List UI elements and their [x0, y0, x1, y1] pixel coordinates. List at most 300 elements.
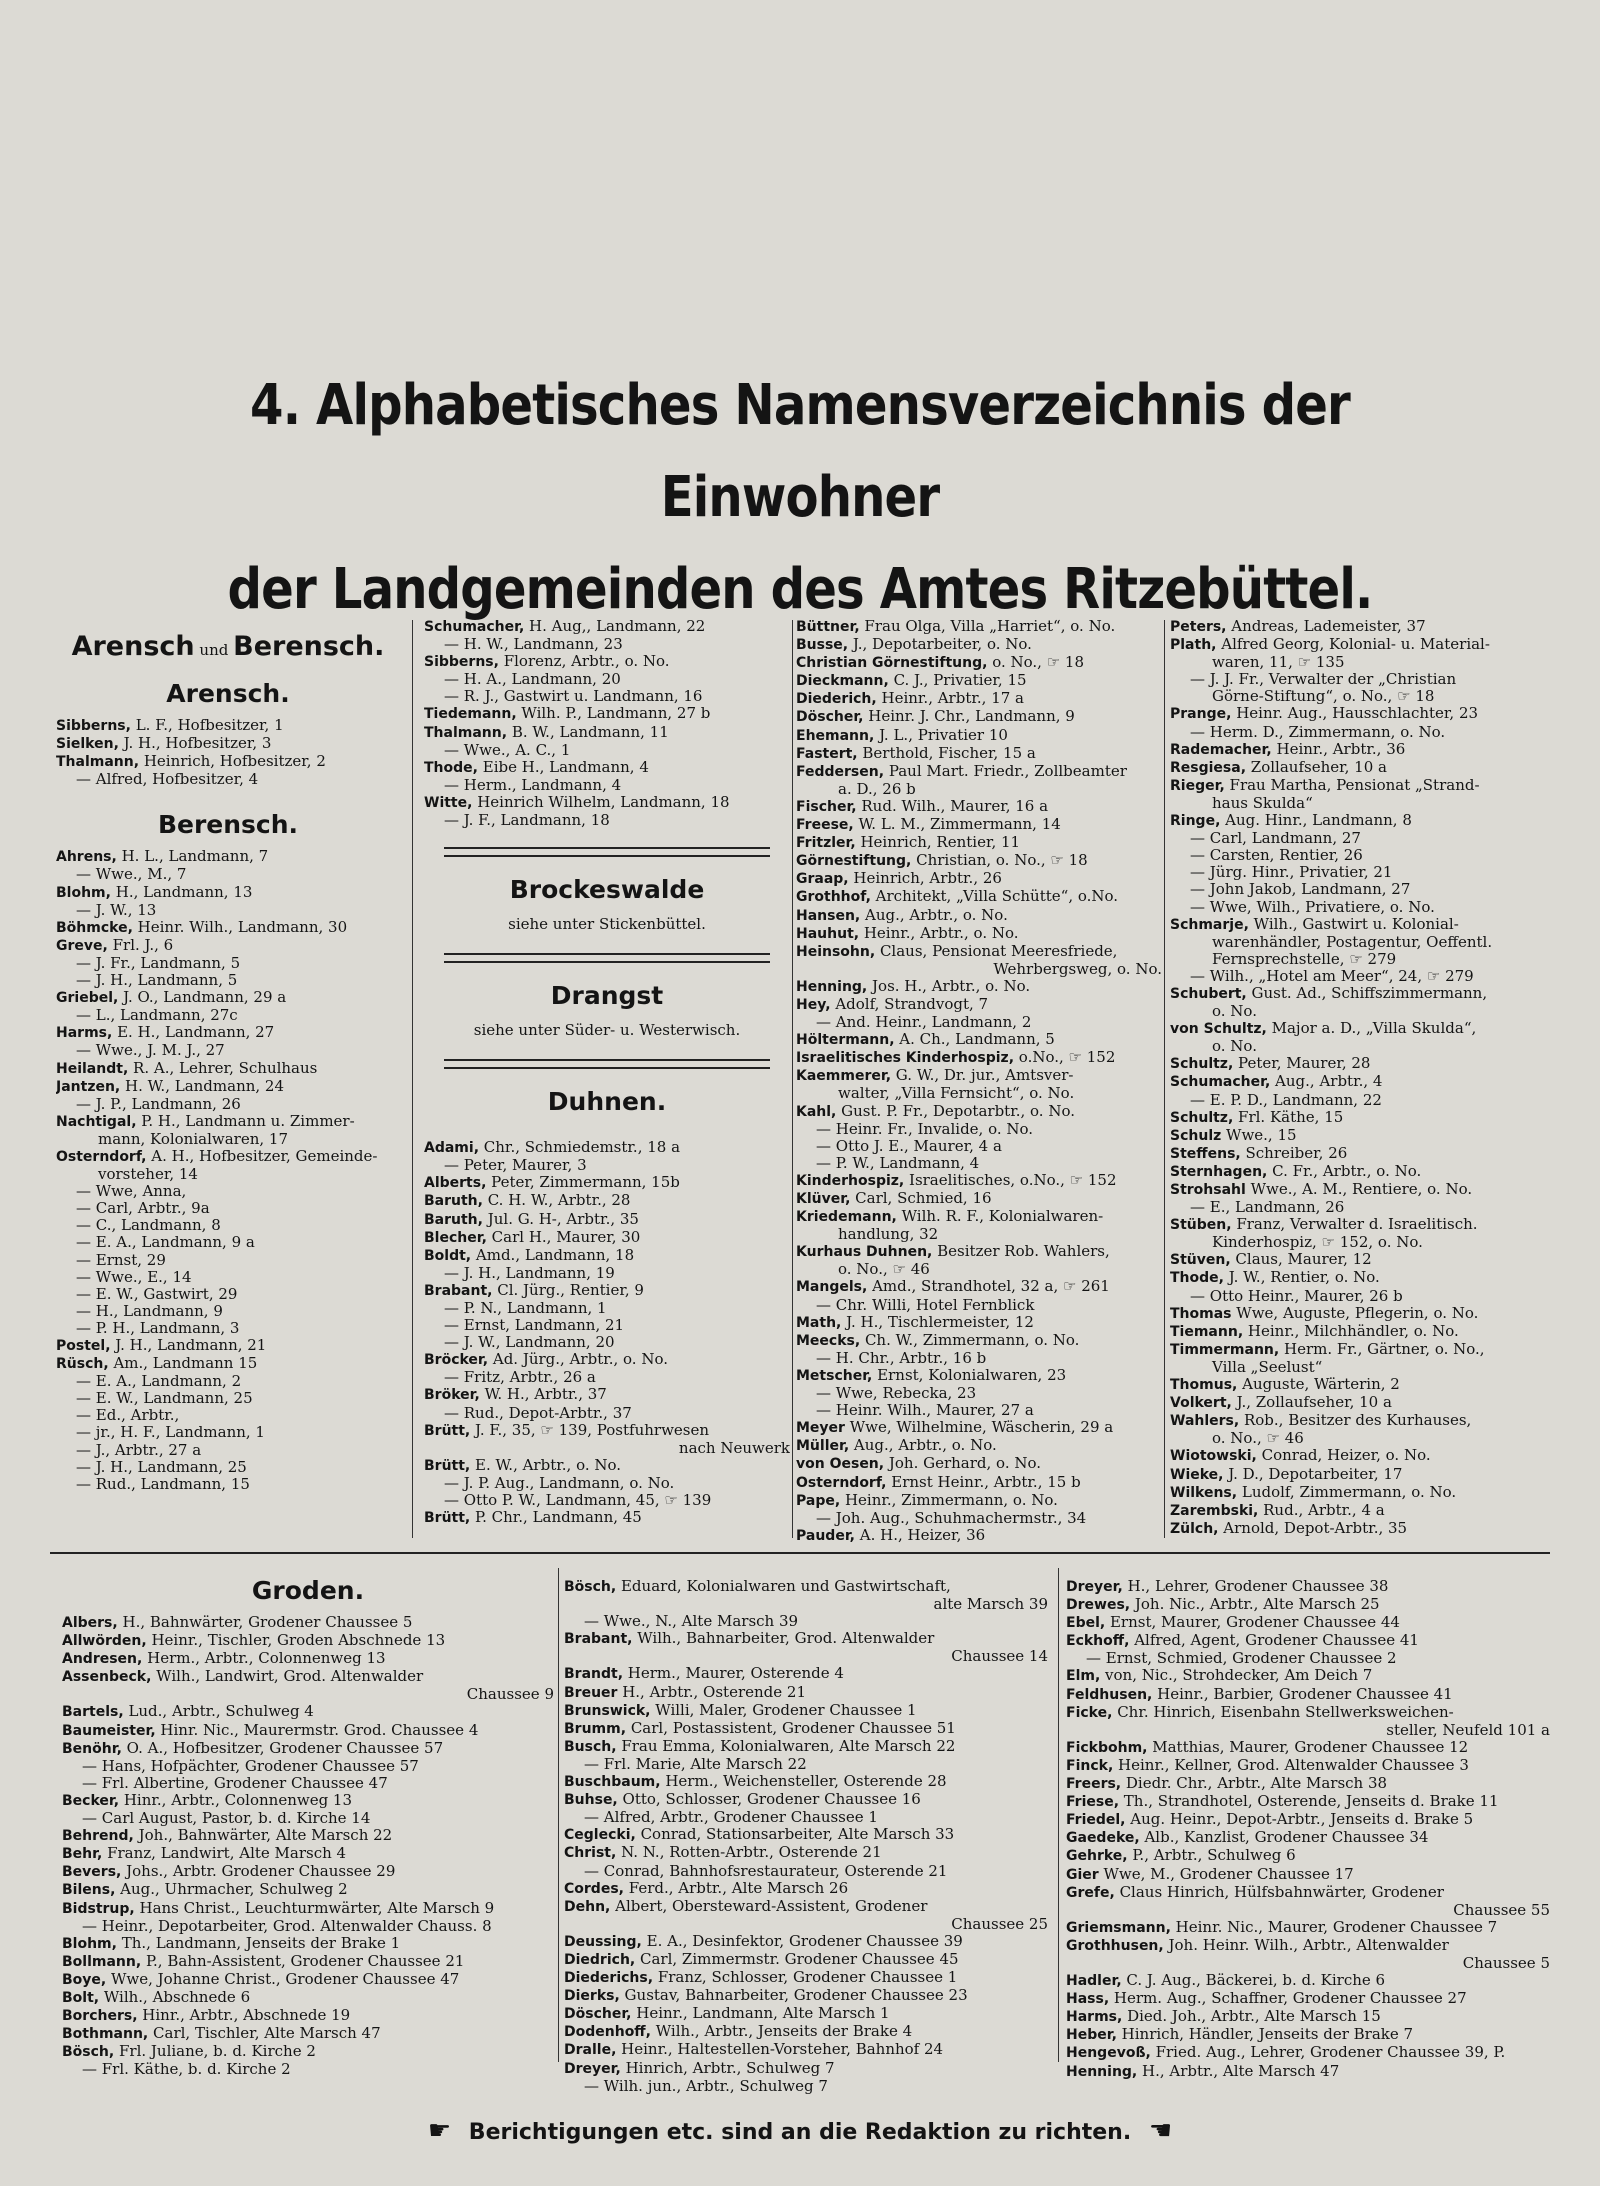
directory-entry — [796, 961, 1162, 978]
directory-entry — [56, 753, 400, 771]
entry-surname: Kaemmerer, — [796, 1068, 892, 1085]
entry-details: Eibe H., Landmann, 4 — [477, 758, 649, 776]
pointing-hand-left-icon: ☚ — [1148, 2116, 1173, 2146]
entry-details: Chaussee 9 — [466, 1686, 554, 1704]
pointing-hand-right-icon: ☛ — [427, 2116, 452, 2146]
entry-surname: Resgiesa, — [1170, 759, 1247, 776]
entry-details: Heinr., Tischler, Groden Abschnede 13 — [146, 1632, 446, 1650]
directory-entry — [1170, 1181, 1544, 1199]
entry-details: — Wilh. jun., Arbtr., Schulweg 7 — [584, 2077, 828, 2095]
directory-entry — [62, 1668, 554, 1686]
heading-part-b: Berensch. — [233, 631, 385, 662]
directory-entry — [62, 1810, 554, 1827]
entry-surname: Hey, — [796, 996, 831, 1013]
entry-surname: Bollmann, — [62, 1953, 142, 1970]
entry-surname: Döscher, — [796, 709, 864, 726]
entry-details: — E. P. D., Landmann, 22 — [1190, 1091, 1382, 1109]
entry-surname: Greve, — [56, 937, 108, 954]
entry-surname: Bartels, — [62, 1704, 124, 1721]
directory-entry — [796, 654, 1162, 672]
entry-details: Rud. Wilh., Maurer, 16 a — [856, 797, 1049, 815]
entry-surname: Bösch, — [564, 1579, 617, 1595]
entry-details: Wwe, Johanne Christ., Grodener Chaussee 47 — [106, 1970, 460, 1988]
entry-details: alte Marsch 39 — [933, 1596, 1048, 1614]
entry-surname: Drewes, — [1066, 1597, 1131, 1614]
column-divider — [1164, 620, 1165, 1538]
directory-entry — [1170, 1359, 1544, 1376]
entry-surname: Prange, — [1170, 706, 1232, 723]
entry-details: handlung, 32 — [838, 1226, 939, 1244]
directory-entry — [1170, 1376, 1544, 1394]
entry-details: Chaussee 5 — [1462, 1954, 1550, 1972]
entry-details: Chr. Hinrich, Eisenbahn Stellwerksweichen- — [1112, 1703, 1454, 1721]
directory-entry — [424, 1457, 790, 1475]
entry-surname: Friese, — [1066, 1794, 1120, 1811]
entry-details: Rud., Arbtr., 4 a — [1258, 1501, 1385, 1519]
directory-entry — [1170, 1003, 1544, 1020]
entry-details: Besitzer Rob. Wahlers, — [932, 1243, 1110, 1261]
directory-entry — [62, 2007, 554, 2025]
entry-details: Amd., Strandhotel, 32 a, ☞ 261 — [867, 1278, 1110, 1296]
entry-details: — Jürg. Hinr., Privatier, 21 — [1190, 864, 1393, 882]
entry-details: — Wwe., J. M. J., 27 — [76, 1042, 225, 1060]
directory-entry — [796, 1332, 1162, 1350]
entry-details: — E. A., Landmann, 2 — [76, 1373, 242, 1391]
entry-details: — H., Landmann, 9 — [76, 1302, 223, 1320]
entry-details: Heinr. Nic., Maurer, Grodener Chaussee 7 — [1170, 1918, 1498, 1936]
entry-surname: Schumacher, — [424, 619, 525, 635]
place-heading: Berensch. — [157, 810, 299, 840]
entry-surname: Brütt, — [424, 1510, 471, 1527]
directory-entry — [62, 1881, 554, 1899]
directory-entry — [1066, 1614, 1550, 1632]
entry-surname: Behrend, — [62, 1828, 134, 1845]
directory-entry — [796, 1103, 1162, 1121]
column-berensch-duhnen — [424, 618, 790, 1527]
entry-details: — J. J. Fr., Verwalter der „Christian — [1190, 671, 1457, 689]
entry-surname: Dralle, — [564, 2042, 617, 2059]
directory-entry — [424, 1282, 790, 1300]
entry-surname: Grefe, — [1066, 1884, 1115, 1901]
entry-surname: Postel, — [56, 1338, 111, 1354]
directory-entry — [1170, 671, 1544, 688]
directory-entry — [56, 1096, 400, 1113]
directory-entry — [564, 1684, 1048, 1702]
entry-surname: Math, — [796, 1314, 842, 1331]
directory-entry — [56, 1042, 400, 1059]
directory-entry — [1066, 1704, 1550, 1722]
entry-surname: Schmarje, — [1170, 916, 1249, 933]
directory-entry — [424, 759, 790, 777]
entry-surname: Sielken, — [56, 736, 119, 753]
directory-entry — [424, 1405, 790, 1422]
directory-entry — [1066, 1722, 1550, 1739]
directory-entry — [1170, 724, 1544, 741]
directory-entry — [1170, 1055, 1544, 1073]
directory-entry — [56, 955, 400, 972]
directory-entry — [796, 727, 1162, 745]
entry-details: — Heinr. Wilh., Maurer, 27 a — [816, 1402, 1034, 1420]
column-divider — [412, 620, 413, 1538]
entry-details: Wehrbergsweg, o. No. — [993, 960, 1162, 978]
entry-details: — Frl. Käthe, b. d. Kirche 2 — [82, 2061, 291, 2079]
entry-surname: Heber, — [1066, 2027, 1117, 2044]
directory-entry — [796, 745, 1162, 763]
directory-entry — [1170, 864, 1544, 881]
directory-entry — [424, 1157, 790, 1174]
entry-details: — Herm., Landmann, 4 — [444, 776, 622, 794]
directory-entry — [1170, 1127, 1544, 1145]
directory-entry — [1066, 2008, 1550, 2026]
entry-details: — Frl. Marie, Alte Marsch 22 — [584, 1755, 807, 1773]
directory-entry — [1066, 1578, 1550, 1596]
directory-entry — [796, 1190, 1162, 1208]
directory-entry — [424, 1247, 790, 1265]
entry-details: o. No. — [1212, 1003, 1257, 1021]
column-divider — [558, 1568, 559, 2062]
directory-entry — [62, 1900, 554, 1918]
directory-entry — [424, 1192, 790, 1210]
entry-details: Joh. Gerhard, o. No. — [884, 1455, 1042, 1473]
directory-entry — [1066, 1793, 1550, 1811]
entry-surname: Henning, — [1066, 2063, 1138, 2080]
directory-entry — [796, 816, 1162, 834]
directory-entry — [424, 1300, 790, 1317]
directory-entry — [796, 798, 1162, 816]
directory-entry — [424, 812, 790, 829]
entry-details: Aug., Arbtr., 4 — [1270, 1073, 1383, 1091]
directory-entry — [424, 1139, 790, 1157]
entry-details: — And. Heinr., Landmann, 2 — [816, 1014, 1032, 1032]
directory-entry — [1066, 1686, 1550, 1704]
entry-surname: Müller, — [796, 1438, 850, 1455]
directory-entry — [424, 1509, 790, 1527]
directory-entry — [62, 1650, 554, 1668]
directory-entry — [1170, 1412, 1544, 1430]
entry-surname: Kurhaus Duhnen, — [796, 1244, 933, 1261]
entry-details: Wilh. P., Landmann, 27 b — [516, 705, 711, 723]
entry-details: — Alfred, Hofbesitzer, 4 — [76, 771, 259, 789]
directory-entry — [62, 1863, 554, 1881]
directory-entry — [1170, 985, 1544, 1003]
directory-entry — [1170, 795, 1544, 812]
directory-entry — [1170, 1394, 1544, 1412]
entry-details: J. W., Rentier, o. No. — [1223, 1269, 1380, 1287]
entry-surname: Thalmann, — [56, 754, 140, 771]
entry-details: Heinr., Haltestellen-Vorsteher, Bahnhof 24 — [616, 2041, 944, 2059]
entry-surname: Hass, — [1066, 1991, 1110, 2008]
directory-entry — [1170, 1073, 1544, 1091]
entry-details: Alfred, Agent, Grodener Chaussee 41 — [1129, 1632, 1419, 1650]
entry-surname: Volkert, — [1170, 1395, 1232, 1412]
entry-details: H., Arbtr., Osterende 21 — [617, 1683, 806, 1701]
entry-surname: Freers, — [1066, 1776, 1122, 1793]
entry-surname: Sibberns, — [56, 718, 131, 734]
entry-surname: Boye, — [62, 1971, 107, 1988]
directory-entry — [56, 1442, 400, 1459]
entry-details: Th., Landmann, Jenseits der Brake 1 — [116, 1934, 401, 1952]
entry-details: — L., Landmann, 27c — [76, 1007, 238, 1025]
entry-surname: Dehn, — [564, 1898, 611, 1915]
directory-entry — [1170, 1092, 1544, 1109]
directory-entry — [796, 1385, 1162, 1402]
entry-surname: Heinsohn, — [796, 943, 876, 960]
entry-details: — Wilh., „Hotel am Meer“, 24, ☞ 279 — [1190, 967, 1474, 985]
entry-details: Heinrich, Arbtr., 26 — [848, 870, 1002, 888]
entry-surname: Breuer — [564, 1684, 618, 1701]
directory-entry — [62, 2043, 554, 2061]
entry-details: — P. H., Landmann, 3 — [76, 1319, 240, 1337]
entry-details: — Carl, Landmann, 27 — [1190, 830, 1361, 848]
directory-entry — [796, 1172, 1162, 1190]
entry-details: Wilh., Gastwirt u. Kolonial- — [1248, 915, 1459, 933]
entry-surname: Borchers, — [62, 2008, 138, 2025]
directory-entry — [62, 1632, 554, 1650]
directory-entry — [796, 925, 1162, 943]
entry-details: Conrad, Stationsarbeiter, Alte Marsch 33 — [635, 1826, 955, 1844]
directory-entry — [1170, 1109, 1544, 1127]
directory-entry — [564, 1720, 1048, 1738]
entry-details: Th., Strandhotel, Osterende, Jenseits d. Brake 11 — [1119, 1793, 1499, 1811]
entry-details: Ch. W., Zimmermann, o. No. — [860, 1331, 1080, 1349]
directory-entry — [796, 1314, 1162, 1332]
directory-entry — [1066, 1811, 1550, 1829]
entry-details: Matthias, Maurer, Grodener Chaussee 12 — [1147, 1738, 1469, 1756]
directory-entry — [424, 1369, 790, 1386]
entry-details: — Wwe., N., Alte Marsch 39 — [584, 1613, 799, 1631]
directory-entry — [1170, 1502, 1544, 1520]
directory-entry — [56, 1424, 400, 1441]
entry-details: Lud., Arbtr., Schulweg 4 — [123, 1703, 314, 1721]
entry-surname: Büttner, — [796, 619, 860, 635]
entry-details: Herm. Aug., Schaffner, Grodener Chaussee 27 — [1109, 1990, 1467, 2008]
directory-entry — [796, 1261, 1162, 1278]
entry-details: C. J. Aug., Bäckerei, b. d. Kirche 6 — [1121, 1972, 1386, 1990]
directory-entry — [1066, 1902, 1550, 1919]
entry-details: Aug., Arbtr., o. No. — [849, 1437, 997, 1455]
entry-details: — Carl August, Pastor, b. d. Kirche 14 — [82, 1810, 371, 1828]
entry-surname: Heilandt, — [56, 1060, 129, 1077]
directory-entry — [564, 1596, 1048, 1613]
directory-entry — [796, 1350, 1162, 1367]
entry-details: Conrad, Heizer, o. No. — [1256, 1447, 1431, 1465]
entry-details: — Fritz, Arbtr., 26 a — [444, 1369, 596, 1387]
entry-details: Aug., Uhrmacher, Schulweg 2 — [115, 1881, 348, 1899]
entry-details: P., Arbtr., Schulweg 6 — [1127, 1847, 1296, 1865]
entry-details: Herm., Arbtr., Colonnenweg 13 — [142, 1650, 386, 1668]
entry-details: — Carl, Arbtr., 9a — [76, 1200, 210, 1218]
directory-entry — [56, 848, 400, 866]
page-title — [112, 360, 1488, 636]
directory-entry — [56, 1286, 400, 1303]
entry-surname: Blohm, — [56, 884, 111, 901]
entry-details: Carl H., Maurer, 30 — [486, 1228, 641, 1246]
directory-entry — [56, 717, 400, 735]
directory-entry — [62, 1827, 554, 1845]
entry-surname: Elm, — [1066, 1668, 1101, 1685]
directory-entry — [56, 1320, 400, 1337]
entry-surname: Grothhof, — [796, 889, 871, 906]
directory-entry — [1066, 2026, 1550, 2044]
entry-surname: Feddersen, — [796, 763, 885, 780]
entry-surname: Eckhoff, — [1066, 1633, 1130, 1650]
directory-entry — [796, 978, 1162, 996]
directory-entry — [1066, 1847, 1550, 1865]
entry-details: — P. W., Landmann, 4 — [816, 1154, 980, 1172]
directory-entry — [1170, 1323, 1544, 1341]
entry-surname: Ceglecki, — [564, 1827, 636, 1844]
double-rule — [444, 953, 770, 963]
directory-entry — [62, 2025, 554, 2043]
entry-details: — Heinr. Fr., Invalide, o. No. — [816, 1120, 1034, 1138]
entry-surname: Bidstrup, — [62, 1900, 135, 1917]
directory-entry — [1170, 705, 1544, 723]
entry-surname: Rüsch, — [56, 1356, 109, 1373]
entry-details: Andreas, Lademeister, 37 — [1226, 618, 1426, 635]
directory-entry — [1170, 830, 1544, 847]
entry-surname: Meyer — [796, 1420, 845, 1437]
entry-details: Hinrich, Händler, Jenseits der Brake 7 — [1116, 2026, 1414, 2044]
entry-details: Görne-Stiftung“, o. No., ☞ 18 — [1212, 688, 1435, 706]
entry-details: — E. W., Gastwirt, 29 — [76, 1285, 238, 1303]
directory-entry — [1170, 1234, 1544, 1251]
directory-entry — [1170, 777, 1544, 795]
column-divider — [1058, 1568, 1059, 2062]
directory-entry — [1066, 1990, 1550, 2008]
entry-surname: Kahl, — [796, 1103, 837, 1120]
entry-surname: Zülch, — [1170, 1520, 1219, 1537]
directory-entry — [62, 1953, 554, 1971]
directory-entry — [62, 1775, 554, 1792]
directory-entry — [564, 1987, 1048, 2005]
directory-entry — [56, 919, 400, 937]
entry-details: — E., Landmann, 26 — [1190, 1199, 1345, 1217]
entry-details: Claus Hinrich, Hülfsbahnwärter, Grodener — [1114, 1883, 1444, 1901]
entry-details: — C., Landmann, 8 — [76, 1217, 221, 1235]
entry-surname: Diederich, — [796, 691, 877, 708]
directory-entry — [56, 1476, 400, 1493]
entry-details: Berthold, Fischer, 15 a — [857, 744, 1036, 762]
entry-details: Auguste, Wärterin, 2 — [1237, 1376, 1400, 1394]
entry-details: Alb., Kanzlist, Grodener Chaussee 34 — [1139, 1829, 1429, 1847]
entry-surname: Mangels, — [796, 1279, 868, 1296]
entry-details: Wilh., Arbtr., Jenseits der Brake 4 — [650, 2023, 913, 2041]
entry-surname: Bothmann, — [62, 2026, 149, 2043]
directory-entry — [1066, 1866, 1550, 1884]
entry-details: Paul Mart. Friedr., Zollbeamter — [884, 762, 1127, 780]
entry-surname: Ahrens, — [56, 849, 117, 866]
entry-details: Hinr., Arbtr., Colonnenweg 13 — [119, 1791, 353, 1809]
entry-details: — Ernst, 29 — [76, 1251, 166, 1269]
entry-details: Zollaufseher, 10 a — [1246, 758, 1387, 776]
directory-entry — [1066, 1650, 1550, 1667]
directory-entry — [796, 1226, 1162, 1243]
entry-details: — jr., H. F., Landmann, 1 — [76, 1424, 265, 1442]
title-line-2: der Landgemeinden des Amtes Ritzebüttel. — [227, 557, 1373, 622]
directory-entry — [424, 742, 790, 759]
entry-details: J. F., 35, ☞ 139, Postfuhrwesen — [470, 1421, 710, 1439]
entry-details: warenhändler, Postagentur, Oeffentl. — [1212, 933, 1493, 951]
entry-details: — Chr. Willi, Hotel Fernblick — [816, 1296, 1035, 1314]
entry-details: Herm., Weichensteller, Osterende 28 — [660, 1773, 947, 1791]
directory-entry — [564, 1969, 1048, 1987]
entry-details: o.No., ☞ 152 — [1014, 1049, 1116, 1067]
place-heading: Brockeswalde — [509, 875, 705, 905]
directory-entry — [1066, 1919, 1550, 1937]
entry-details: — Otto Heinr., Maurer, 26 b — [1190, 1287, 1403, 1305]
directory-entry — [1170, 1305, 1544, 1323]
directory-entry — [1170, 1216, 1544, 1234]
directory-entry — [564, 2023, 1048, 2041]
entry-details: — Hans, Hofpächter, Grodener Chaussee 57 — [82, 1757, 419, 1775]
entry-details: C. H. W., Arbtr., 28 — [482, 1192, 631, 1210]
directory-entry — [424, 688, 790, 705]
entry-surname: Kinderhospiz, — [796, 1172, 905, 1189]
entry-details: — J. P., Landmann, 26 — [76, 1095, 241, 1113]
entry-details: J. H., Landmann, 21 — [110, 1337, 267, 1354]
entry-details: — J. Fr., Landmann, 5 — [76, 954, 241, 972]
directory-entry — [796, 1031, 1162, 1049]
directory-entry — [56, 884, 400, 902]
entry-details: Kinderhospiz, ☞ 152, o. No. — [1212, 1234, 1423, 1252]
directory-entry — [796, 907, 1162, 925]
directory-entry — [424, 653, 790, 671]
directory-entry — [1066, 1739, 1550, 1757]
entry-details: Hinr., Arbtr., Abschnede 19 — [137, 2007, 351, 2025]
entry-surname: Tiemann, — [1170, 1323, 1244, 1340]
directory-entry — [424, 671, 790, 688]
directory-entry — [56, 1390, 400, 1407]
entry-details: — Frl. Albertine, Grodener Chaussee 47 — [82, 1774, 388, 1792]
directory-entry — [796, 1121, 1162, 1138]
entry-surname: Diedrich, — [564, 1951, 636, 1968]
directory-entry — [56, 1200, 400, 1217]
entry-details: — J., Arbtr., 27 a — [76, 1441, 202, 1459]
entry-details: — P. N., Landmann, 1 — [444, 1299, 607, 1317]
place-heading: Groden. — [251, 1576, 365, 1605]
directory-entry — [564, 1648, 1048, 1665]
directory-entry — [424, 1440, 790, 1457]
entry-details: — J. P. Aug., Landmann, o. No. — [444, 1474, 675, 1492]
double-rule — [444, 847, 770, 857]
entry-surname: Döscher, — [564, 2006, 632, 2023]
entry-details: Alfred Georg, Kolonial- u. Material- — [1216, 636, 1490, 654]
directory-entry — [1170, 688, 1544, 705]
entry-details: Heinr. J. Chr., Landmann, 9 — [863, 708, 1075, 726]
directory-entry — [1170, 1038, 1544, 1055]
directory-entry — [1170, 618, 1544, 636]
entry-details: Frl. J., 6 — [107, 936, 174, 954]
entry-details: Wilh., Bahnarbeiter, Grod. Altenwalder — [632, 1630, 935, 1648]
directory-entry — [796, 1155, 1162, 1172]
directory-entry — [1170, 968, 1544, 985]
directory-entry — [424, 636, 790, 653]
entry-details: L. F., Hofbesitzer, 1 — [130, 717, 284, 734]
directory-entry — [564, 1880, 1048, 1898]
directory-entry — [1170, 1199, 1544, 1216]
entry-surname: Behr, — [62, 1846, 103, 1863]
title-line-1: 4. Alphabetisches Namensverzeichnis der Einwohner — [250, 373, 1350, 530]
entry-details: Frl. Käthe, 15 — [1233, 1108, 1344, 1126]
entry-surname: Israelitisches Kinderhospiz, — [796, 1050, 1015, 1067]
directory-entry — [796, 888, 1162, 906]
directory-entry — [424, 1211, 790, 1229]
entry-details: — Wwe, Anna, — [76, 1183, 187, 1201]
entry-details: von, Nic., Strohdecker, Am Deich 7 — [1100, 1667, 1373, 1685]
entry-surname: Brunswick, — [564, 1702, 651, 1719]
directory-entry — [1066, 2044, 1550, 2062]
entry-surname: Dierks, — [564, 1988, 620, 2005]
